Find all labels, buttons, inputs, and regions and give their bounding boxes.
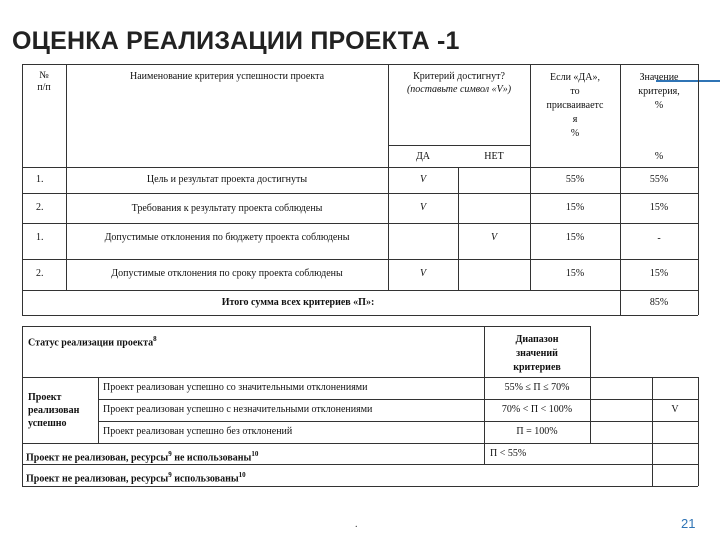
page-title: ОЦЕНКА РЕАЛИЗАЦИИ ПРОЕКТА -1 (12, 27, 460, 55)
total-value: 85% (649, 297, 669, 308)
status-range: 55% ≤ П ≤ 70% (504, 382, 570, 393)
row-name: Допустимые отклонения по бюджету проекта соблюдены (104, 232, 350, 243)
header-if-yes: Если «ДА», то присваиваетс я % (546, 72, 604, 139)
row-yes-mark: V (419, 268, 427, 279)
header-criterion: Наименование критерия успешности проекта (129, 71, 325, 82)
status-name: Проект реализован успешно без отклонений (103, 426, 293, 437)
row-value: 15% (649, 202, 669, 213)
row-name: Допустимые отклонения по сроку проекта соблюдены (111, 268, 343, 279)
row-num: 1. (36, 174, 44, 185)
row-pct: 55% (565, 174, 585, 185)
not-implemented-unused-range: П < 55% (490, 448, 527, 459)
row-no-mark: V (490, 232, 498, 243)
status-name: Проект реализован успешно со значительными отклонениями (103, 382, 368, 393)
status-label: Статус реализации проекта$^8$ (28, 335, 157, 349)
status-mark: V (671, 404, 679, 415)
success-group-label: Проект реализован успешно (28, 392, 80, 429)
header-achieved-hint: (поставьте символ «V») (406, 84, 512, 95)
not-implemented-used: Проект не реализован, ресурсы$^9$ использованы$^{10}$ (26, 471, 246, 485)
header-yes: ДА (415, 151, 431, 162)
row-pct: 15% (565, 232, 585, 243)
not-implemented-unused: Проект не реализован, ресурсы$^9$ не использованы$^{10}$ (26, 450, 259, 464)
header-num: № п/п (37, 70, 51, 93)
page-number: 21 (681, 516, 696, 531)
status-name: Проект реализован успешно с незначительными отклонениями (103, 404, 373, 415)
row-yes-mark: V (419, 202, 427, 213)
row-num: 2. (36, 268, 44, 279)
header-value-unit: % (654, 151, 664, 162)
footer-dot: . (355, 519, 358, 530)
header-value: Значение критерия, % (638, 72, 680, 111)
row-num: 1. (36, 232, 44, 243)
range-header: Диапазон значений критериев (513, 334, 561, 373)
row-num: 2. (36, 202, 44, 213)
row-value: 15% (649, 268, 669, 279)
header-achieved: Критерий достигнут? (413, 71, 505, 82)
row-name: Цель и результат проекта достигнуты (146, 174, 308, 185)
status-range: 70% < П < 100% (501, 404, 573, 415)
row-yes-mark: V (419, 174, 427, 185)
total-label: Итого сумма всех критериев «П»: (221, 297, 375, 308)
row-value: - (657, 233, 661, 244)
row-pct: 15% (565, 202, 585, 213)
header-no: НЕТ (484, 151, 504, 162)
status-range: П = 100% (516, 426, 558, 437)
row-value: 55% (649, 174, 669, 185)
row-pct: 15% (565, 268, 585, 279)
row-name: Требования к результату проекта соблюдены (131, 203, 323, 214)
